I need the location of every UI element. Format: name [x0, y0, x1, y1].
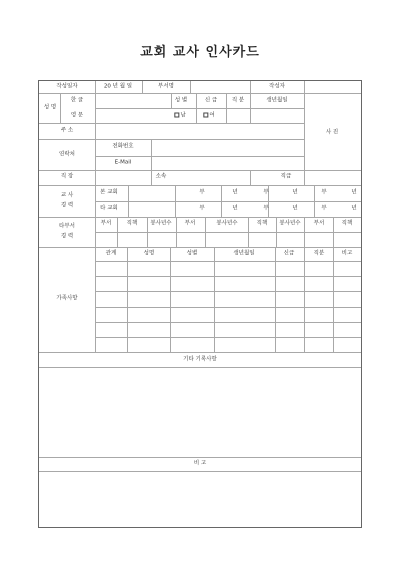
- family-header-name: 성명: [143, 250, 155, 257]
- dept-unit: 부: [263, 189, 269, 196]
- this-church-label: 본 교회: [100, 189, 118, 196]
- years-header: 봉사년수: [150, 220, 172, 227]
- work-label: 직 장: [60, 173, 74, 180]
- phone-label: 전화번호: [112, 143, 134, 150]
- position-label: 직 분: [231, 97, 245, 104]
- notes-area[interactable]: [50, 372, 350, 452]
- remarks-header: 비 고: [193, 460, 207, 467]
- other-church-label: 타 교회: [100, 205, 118, 212]
- email-label: E-Mail: [114, 159, 132, 166]
- gender-female-option[interactable]: [203, 113, 214, 120]
- year-unit: 년: [292, 205, 298, 212]
- korean-name-label: 한 글: [70, 97, 84, 104]
- year-unit: 년: [292, 189, 298, 196]
- gender-male-label: 남: [180, 112, 186, 119]
- author-label: 작성자: [269, 83, 285, 90]
- family-label: 가족사항: [56, 295, 78, 302]
- dept-header: 부서: [184, 220, 196, 227]
- family-header-birth: 생년월일: [233, 250, 255, 257]
- year-unit: 년: [351, 205, 357, 212]
- duty-header: 직책: [126, 220, 138, 227]
- photo-placeholder: 사 진: [325, 129, 339, 136]
- years-header: 봉사년수: [279, 220, 301, 227]
- date-label: 작성일자: [56, 83, 78, 90]
- year-unit: 년: [232, 189, 238, 196]
- dept-unit: 부: [321, 189, 327, 196]
- notes-header: 기타 기록사항: [183, 356, 217, 363]
- dept-header: 부서: [313, 220, 325, 227]
- teacher-career-label-1: 교 사: [60, 192, 74, 199]
- dept-header: 부서: [100, 220, 112, 227]
- other-dept-label-1: 타부서: [59, 223, 75, 230]
- birth-label: 생년월일: [266, 97, 288, 104]
- family-header-position: 직분: [313, 250, 325, 257]
- checkbox-icon: [174, 113, 179, 118]
- faith-label: 신 급: [204, 97, 218, 104]
- year-unit: 년: [351, 189, 357, 196]
- dept-unit: 부: [321, 205, 327, 212]
- family-header-gender: 성별: [186, 250, 198, 257]
- dept-unit: 부: [263, 205, 269, 212]
- checkbox-icon: [203, 113, 208, 118]
- personnel-card-form: [38, 80, 362, 528]
- affiliation-label: 소속: [155, 173, 167, 180]
- teacher-career-label-2: 경 력: [60, 202, 74, 209]
- family-header-relation: 관계: [105, 250, 117, 257]
- remarks-area[interactable]: [50, 474, 350, 524]
- address-label: 주 소: [60, 127, 74, 134]
- gender-male-option[interactable]: [174, 113, 185, 120]
- dept-label: 부서명: [158, 83, 174, 90]
- years-header: 봉사년수: [216, 220, 238, 227]
- duty-header: 직책: [341, 220, 353, 227]
- date-field[interactable]: 20 년 월 일: [103, 83, 133, 90]
- family-header-faith: 신급: [283, 250, 295, 257]
- rank-label: 직급: [280, 173, 292, 180]
- name-label: 성 명: [43, 104, 57, 111]
- other-dept-label-2: 경 력: [60, 233, 74, 240]
- english-name-label: 영 문: [70, 112, 84, 119]
- year-unit: 년: [232, 205, 238, 212]
- page-title: 교회 교사 인사카드: [140, 45, 260, 60]
- duty-header: 직책: [256, 220, 268, 227]
- gender-female-label: 여: [209, 112, 215, 119]
- family-header-remarks: 비고: [341, 250, 353, 257]
- gender-label: 성 별: [174, 97, 188, 104]
- dept-unit: 부: [199, 189, 205, 196]
- dept-unit: 부: [199, 205, 205, 212]
- contact-label: 연락처: [59, 151, 75, 158]
